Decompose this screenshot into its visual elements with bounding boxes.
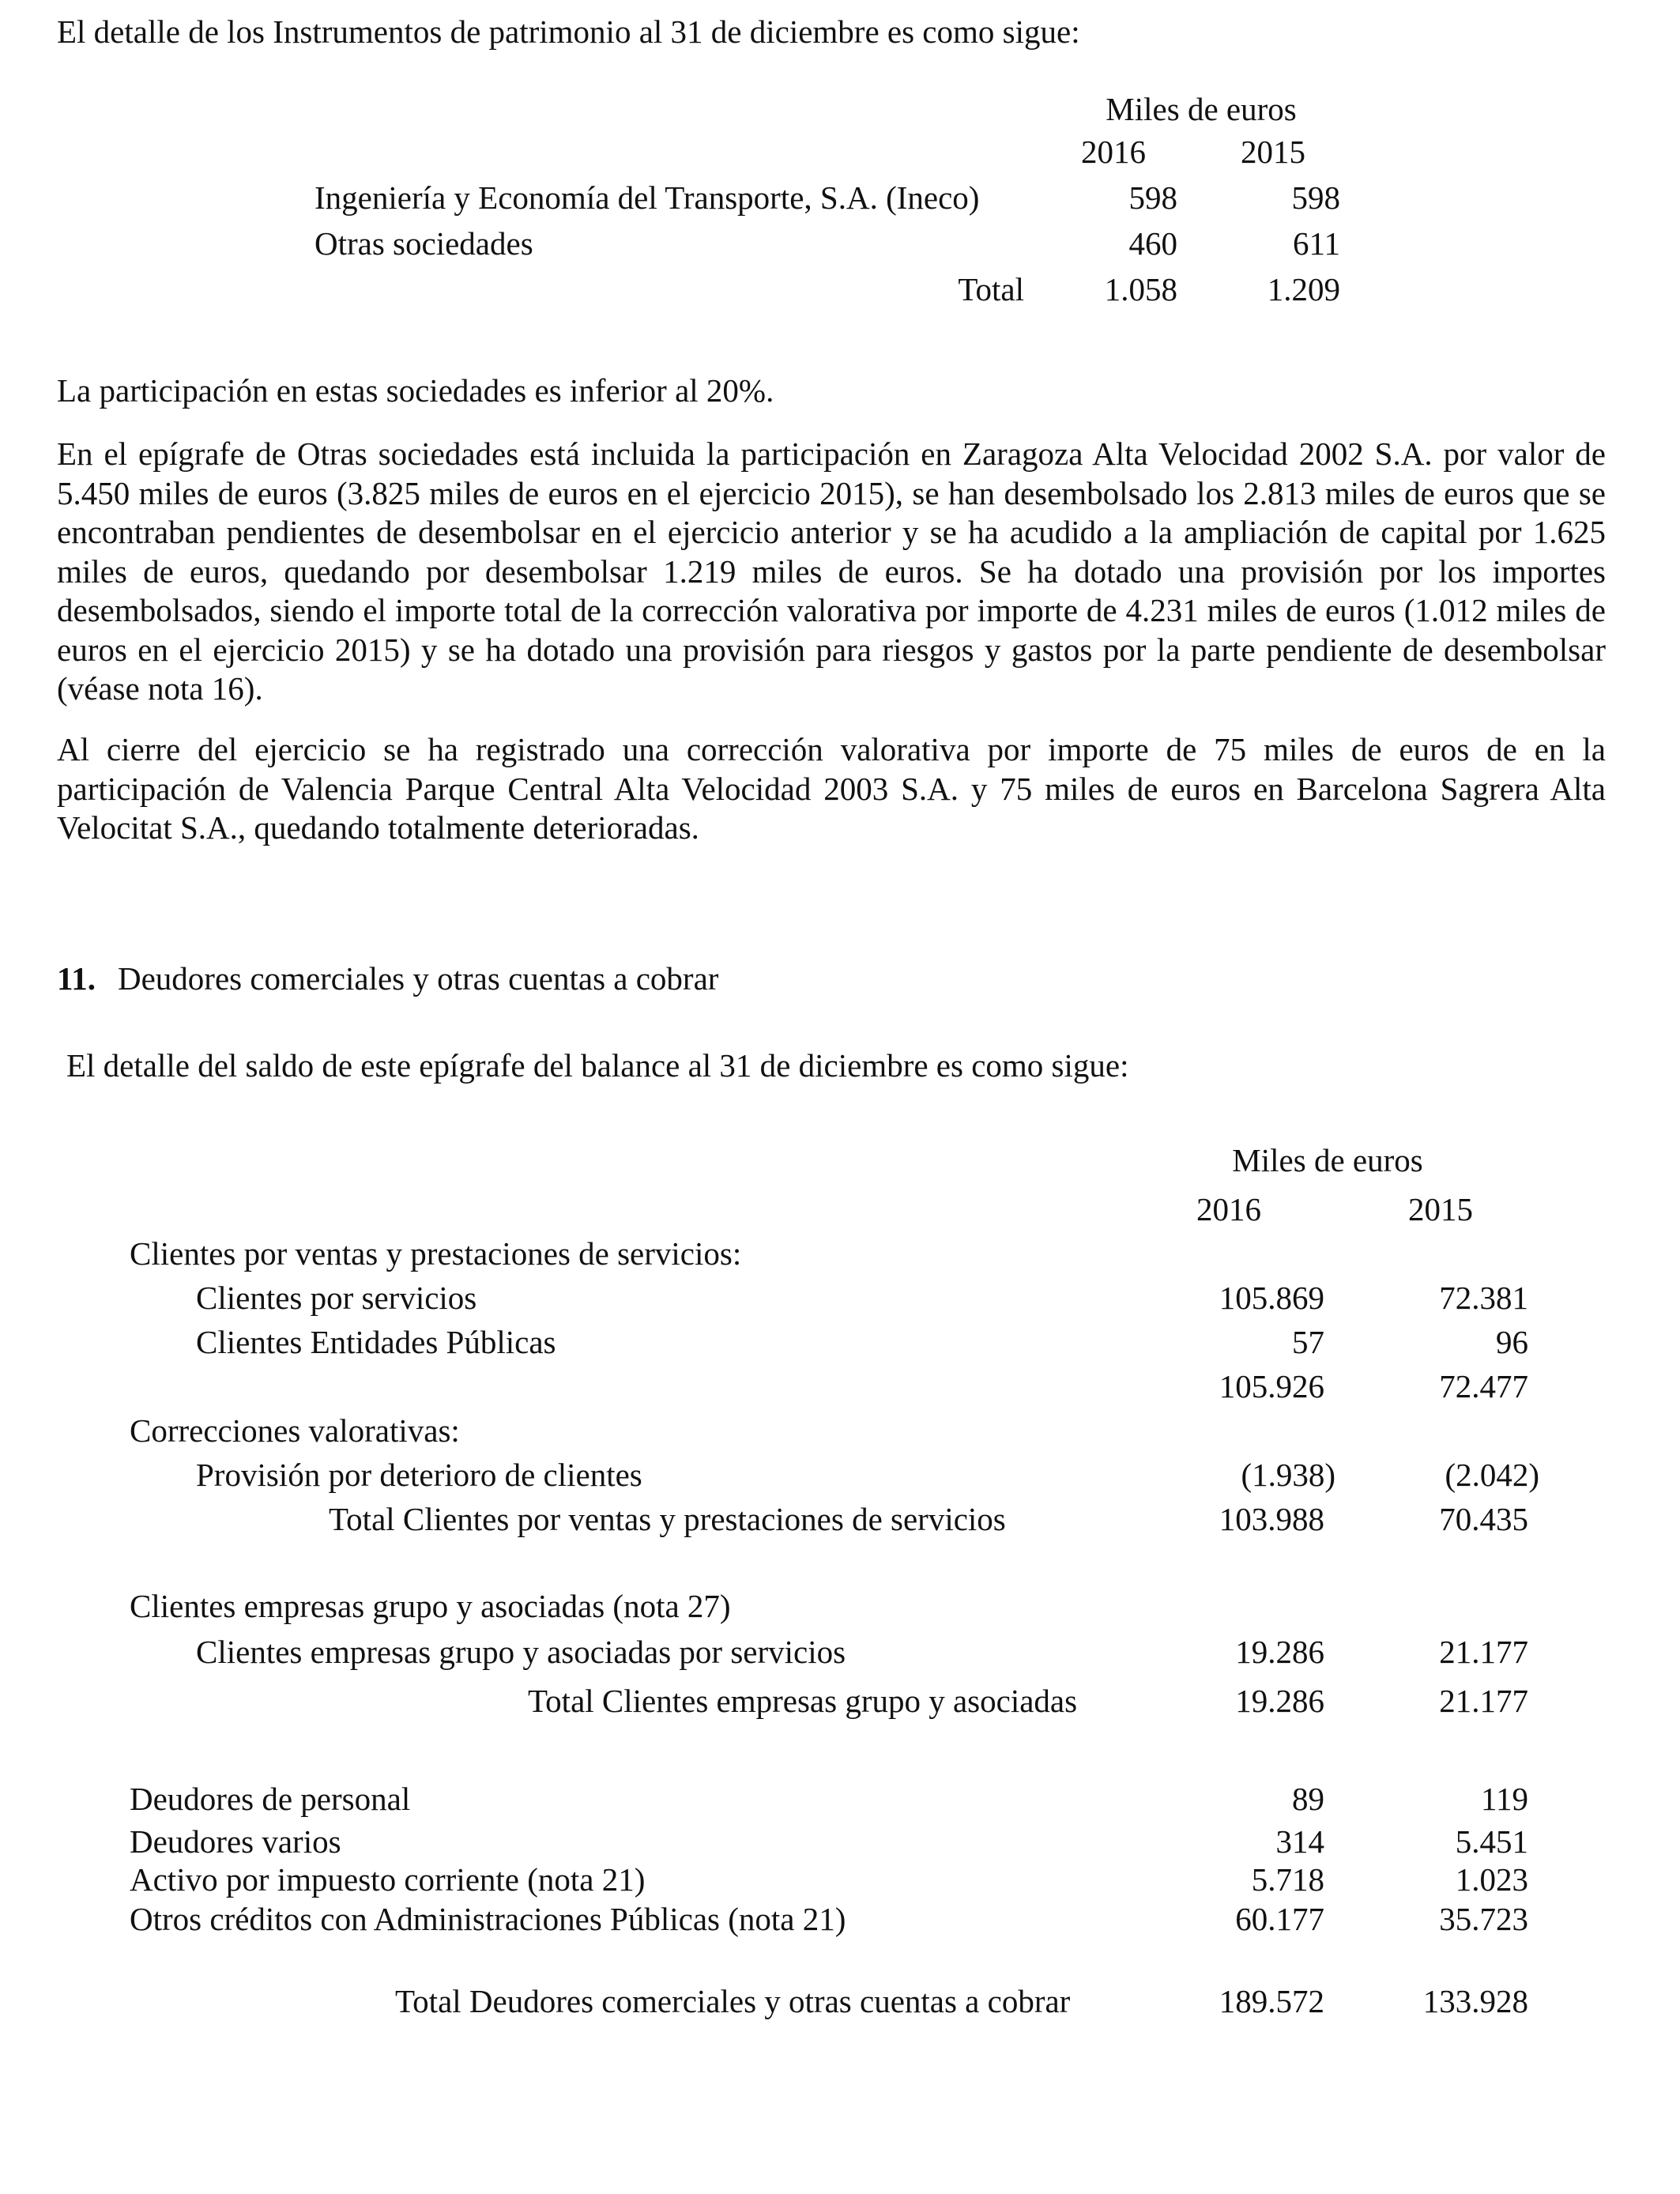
year-header-2016: 2016 [1081, 134, 1146, 170]
row-value-2015: (2.042) [1445, 1457, 1539, 1493]
row-label-clientes-servicios: Clientes por servicios [196, 1280, 477, 1316]
total-value-2016: 1.058 [1104, 271, 1177, 307]
subtotal-value-2015: 72.477 [1439, 1368, 1528, 1404]
row-value-2015: 96 [1496, 1324, 1528, 1360]
row-label-total-clientes-ventas: Total Clientes por ventas y prestaciones de servicios [329, 1501, 1006, 1537]
row-value-2015: 35.723 [1439, 1901, 1528, 1937]
total-label: Total [958, 271, 1024, 307]
row-value-2015: 21.177 [1439, 1683, 1528, 1719]
row-value-2016: 5.718 [1251, 1861, 1324, 1898]
row-value-2016: 19.286 [1235, 1634, 1324, 1670]
row-value-2016: 103.988 [1219, 1501, 1324, 1537]
row-value-2015: 598 [1291, 179, 1340, 216]
row-value-2015: 611 [1293, 225, 1340, 262]
section-heading [57, 960, 719, 997]
section-number: 11. [57, 960, 96, 997]
row-label-deudores-varios: Deudores varios [130, 1823, 341, 1860]
row-label-total-empresas-grupo: Total Clientes empresas grupo y asociadas [528, 1683, 1078, 1719]
row-label-empresas-grupo-header: Clientes empresas grupo y asociadas (nota 27) [130, 1588, 731, 1624]
total-value-2015: 1.209 [1267, 271, 1340, 307]
year-header-2015: 2015 [1241, 134, 1305, 170]
row-value-2016: 314 [1275, 1823, 1324, 1860]
total-value-2016: 189.572 [1219, 1983, 1324, 2019]
intro-text-patrimonio: El detalle de los Instrumentos de patrimonio al 31 de diciembre es como sigue: [57, 13, 1080, 50]
row-label-total-deudores: Total Deudores comerciales y otras cuentas a cobrar [395, 1983, 1071, 2019]
row-value-2015: 5.451 [1455, 1823, 1528, 1860]
row-value-2016: 598 [1128, 179, 1177, 216]
intro-text-deudores: El detalle del saldo de este epígrafe del balance al 31 de diciembre es como sigue: [66, 1047, 1129, 1084]
unit-header: Miles de euros [1232, 1142, 1423, 1178]
total-value-2015: 133.928 [1422, 1983, 1528, 2019]
paragraph-participacion: La participación en estas sociedades es inferior al 20%. [57, 372, 774, 409]
section-title: Deudores comerciales y otras cuentas a cobrar [118, 960, 719, 997]
row-label-otras: Otras sociedades [315, 225, 533, 262]
year-header-2016: 2016 [1196, 1191, 1261, 1227]
subtotal-value-2016: 105.926 [1219, 1368, 1324, 1404]
row-value-2016: 460 [1128, 225, 1177, 262]
row-value-2015: 72.381 [1439, 1280, 1528, 1316]
unit-header: Miles de euros [1106, 91, 1297, 127]
row-value-2016: 19.286 [1235, 1683, 1324, 1719]
row-value-2016: 105.869 [1219, 1280, 1324, 1316]
row-value-2016: (1.938) [1241, 1457, 1335, 1493]
row-label-provision-deterioro: Provisión por deterioro de clientes [196, 1457, 642, 1493]
year-header-2015: 2015 [1408, 1191, 1473, 1227]
paragraph-cierre: Al cierre del ejercicio se ha registrado una corrección valorativa por importe de 75 miles de euros de en la participación de Valencia Parque Central Alta Velocidad 2003 S.A. y 75 miles de euros en Barcelona Sagrera Alta Velocitat S.A., quedando totalmente deterioradas. [57, 731, 1606, 846]
row-label-ineco: Ingeniería y Economía del Transporte, S.A. (Ineco) [315, 179, 980, 216]
row-value-2015: 1.023 [1455, 1861, 1528, 1898]
row-value-2015: 119 [1481, 1781, 1528, 1817]
row-value-2016: 57 [1292, 1324, 1324, 1360]
row-label-deudores-personal: Deudores de personal [130, 1781, 411, 1817]
row-value-2015: 21.177 [1439, 1634, 1528, 1670]
row-value-2016: 60.177 [1235, 1901, 1324, 1937]
row-value-2015: 70.435 [1439, 1501, 1528, 1537]
row-label-entidades-publicas: Clientes Entidades Públicas [196, 1324, 556, 1360]
row-label-clientes-ventas-header: Clientes por ventas y prestaciones de servicios: [130, 1235, 742, 1272]
row-label-otros-creditos: Otros créditos con Administraciones Públicas (nota 21) [130, 1901, 846, 1937]
row-label-empresas-grupo-servicios: Clientes empresas grupo y asociadas por servicios [196, 1634, 846, 1670]
row-label-activo-impuesto: Activo por impuesto corriente (nota 21) [130, 1861, 646, 1898]
paragraph-zaragoza: En el epígrafe de Otras sociedades está incluida la participación en Zaragoza Alta Velocidad 2002 S.A. por valor de 5.450 miles de euros (3.825 miles de euros en el ejercicio 2015), se han desembolsado los 2.813 miles de euros que se encontraban pendientes de desembolsar en el ejercicio anterior y se ha acudido a la ampliación de capital por 1.625 miles de euros, quedando por desembolsar 1.219 miles de euros. Se ha dotado una provisión por los importes desembolsados, siendo el importe total de la corrección valorativa por importe de 4.231 miles de euros (1.012 miles de euros en el ejercicio 2015) y se ha dotado una provisión para riesgos y gastos por la parte pendiente de desembolsar (véase nota 16). [57, 435, 1606, 707]
row-value-2016: 89 [1292, 1781, 1324, 1817]
row-label-correcciones-header: Correcciones valorativas: [130, 1412, 460, 1449]
